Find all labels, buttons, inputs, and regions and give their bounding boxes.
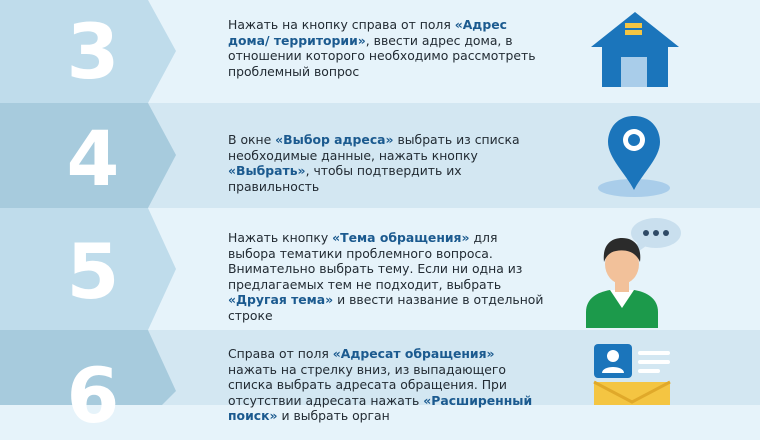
house-icon xyxy=(590,10,680,88)
step-row-4 xyxy=(0,103,760,208)
step-text: Нажать кнопку «Тема обращения» для выбора тематики проблемного вопроса. Внимательно выбрать тему. Если ни одна из предлагаемых тем не подходит, выбрать «Другая тема» и ввести название в отдельной строке xyxy=(228,230,544,323)
step-number: 5 xyxy=(66,227,120,316)
step-text: Справа от поля «Адресат обращения» нажать на стрелку вниз, из выпадающего списка выбрать адресата обращения. При отсутствии адресата нажать «Расширенный поиск» и выбрать орган xyxy=(228,346,533,423)
step-row-3 xyxy=(0,0,760,103)
step-row-6 xyxy=(0,330,760,440)
step-number: 4 xyxy=(66,114,120,203)
step-number: 3 xyxy=(66,7,120,96)
contact-card-envelope-icon xyxy=(592,342,682,405)
step-row-5 xyxy=(0,208,760,330)
step-text: Нажать на кнопку справа от поля «Адрес дома/ территории», ввести адрес дома, в отношении которого необходимо рассмотреть проблемный вопрос xyxy=(228,17,536,79)
map-pin-icon xyxy=(596,113,672,201)
person-speech-icon xyxy=(580,216,685,328)
step-text: В окне «Выбор адреса» выбрать из списка необходимые данные, нажать кнопку «Выбрать», чтобы подтвердить их правильность xyxy=(228,132,520,194)
step-number: 6 xyxy=(66,351,120,440)
